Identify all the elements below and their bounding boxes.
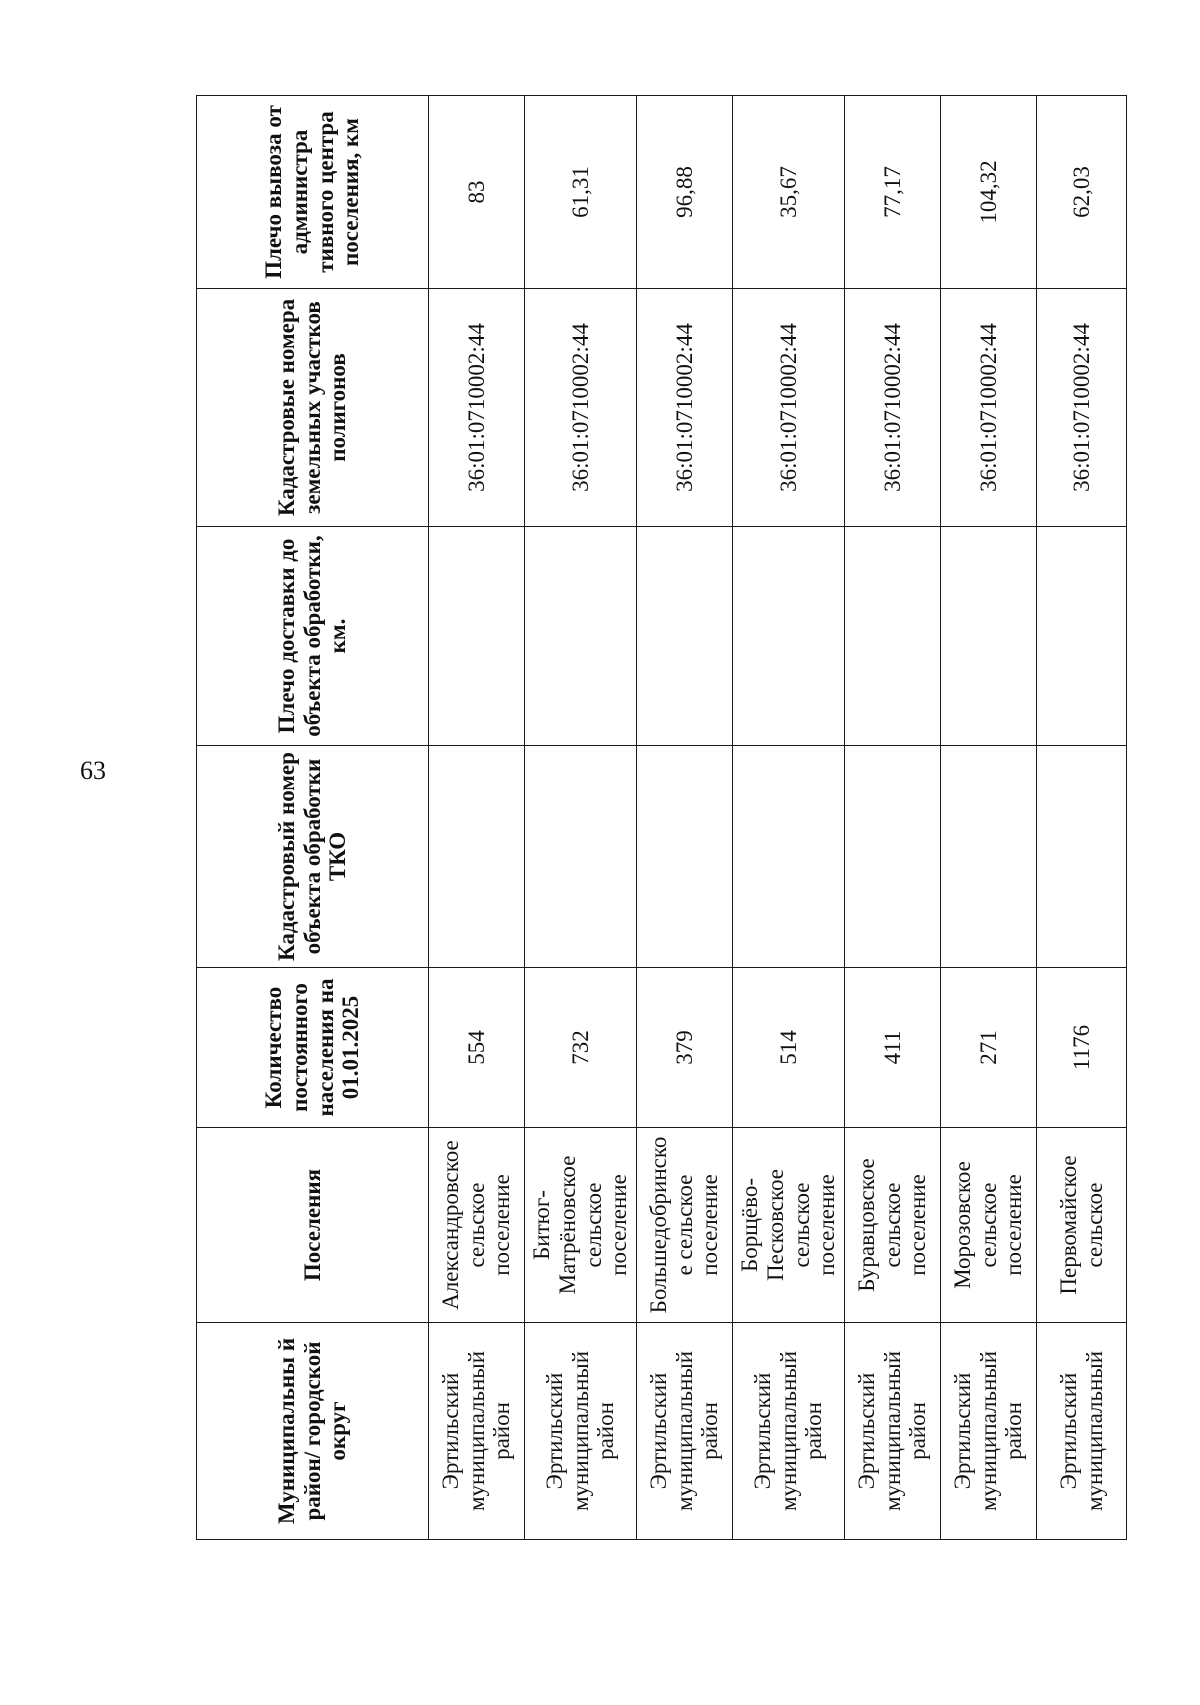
cell-facility-cadastral [845,746,941,968]
cell-facility-cadastral [941,746,1037,968]
table-row [733,96,845,1540]
cell-population: 271 [941,968,1037,1128]
column-header-delivery-distance: Плечо доставки до объекта обработки, км. [197,527,429,746]
cell-settlement: Буравцовское сельское поселение [845,1128,941,1323]
cell-settlement: Большедобринско е сельское поселение [637,1128,733,1323]
cell-facility-cadastral [1037,746,1127,968]
cell-delivery-distance [941,527,1037,746]
cell-delivery-distance [733,527,845,746]
cell-export-distance: 104,32 [941,96,1037,289]
cell-delivery-distance [637,527,733,746]
page-number: 63 [80,756,106,785]
cell-district: Эртильский муниципальный [1037,1323,1127,1540]
cell-settlement: Первомайское сельское [1037,1128,1127,1323]
table-frame [196,96,1107,1540]
column-header-population: Количество постоянного населения на 01.01.2025 [197,968,429,1128]
cell-settlement: Битюг-Матрёновское сельское поселение [525,1128,637,1323]
column-header-landfill-cadastral: Кадастровые номера земельных участков полигонов [197,289,429,527]
cell-district: Эртильский муниципальный район [845,1323,941,1540]
column-header-district: Муниципальны й район/ городской округ [197,1323,429,1540]
cell-settlement: Борщёво-Песковское сельское поселение [733,1128,845,1323]
column-header-facility-cadastral: Кадастровый номер объекта обработки ТКО [197,746,429,968]
rotated-table-wrapper [196,96,1107,1540]
cell-district: Эртильский муниципальный район [941,1323,1037,1540]
cell-export-distance: 83 [429,96,525,289]
cell-district: Эртильский муниципальный район [429,1323,525,1540]
cell-delivery-distance [525,527,637,746]
cell-export-distance: 62,03 [1037,96,1127,289]
table-row [637,96,733,1540]
column-header-settlement: Поселения [197,1128,429,1323]
table-row [525,96,637,1540]
table-row [1037,96,1127,1540]
cell-delivery-distance [429,527,525,746]
cell-facility-cadastral [525,746,637,968]
cell-district: Эртильский муниципальный район [637,1323,733,1540]
cell-facility-cadastral [429,746,525,968]
settlements-table [196,95,1127,1540]
cell-delivery-distance [845,527,941,746]
cell-population: 1176 [1037,968,1127,1128]
cell-landfill-cadastral: 36:01:0710002:44 [941,289,1037,527]
cell-population: 379 [637,968,733,1128]
cell-landfill-cadastral: 36:01:0710002:44 [429,289,525,527]
cell-settlement: Александровское сельское поселение [429,1128,525,1323]
cell-facility-cadastral [733,746,845,968]
column-header-export-distance: Плечо вывоза от администра тивного центра поселения, км [197,96,429,289]
cell-export-distance: 61,31 [525,96,637,289]
cell-landfill-cadastral: 36:01:0710002:44 [845,289,941,527]
cell-population: 514 [733,968,845,1128]
cell-landfill-cadastral: 36:01:0710002:44 [733,289,845,527]
cell-settlement: Морозовское сельское поселение [941,1128,1037,1323]
table-row [941,96,1037,1540]
cell-population: 411 [845,968,941,1128]
table-row [429,96,525,1540]
cell-landfill-cadastral: 36:01:0710002:44 [525,289,637,527]
cell-export-distance: 77,17 [845,96,941,289]
cell-export-distance: 96,88 [637,96,733,289]
cell-facility-cadastral [637,746,733,968]
cell-district: Эртильский муниципальный район [525,1323,637,1540]
cell-population: 732 [525,968,637,1128]
cell-export-distance: 35,67 [733,96,845,289]
cell-population: 554 [429,968,525,1128]
cell-district: Эртильский муниципальный район [733,1323,845,1540]
table-row [845,96,941,1540]
cell-landfill-cadastral: 36:01:0710002:44 [637,289,733,527]
cell-delivery-distance [1037,527,1127,746]
cell-landfill-cadastral: 36:01:0710002:44 [1037,289,1127,527]
table-header-row [197,96,429,1540]
